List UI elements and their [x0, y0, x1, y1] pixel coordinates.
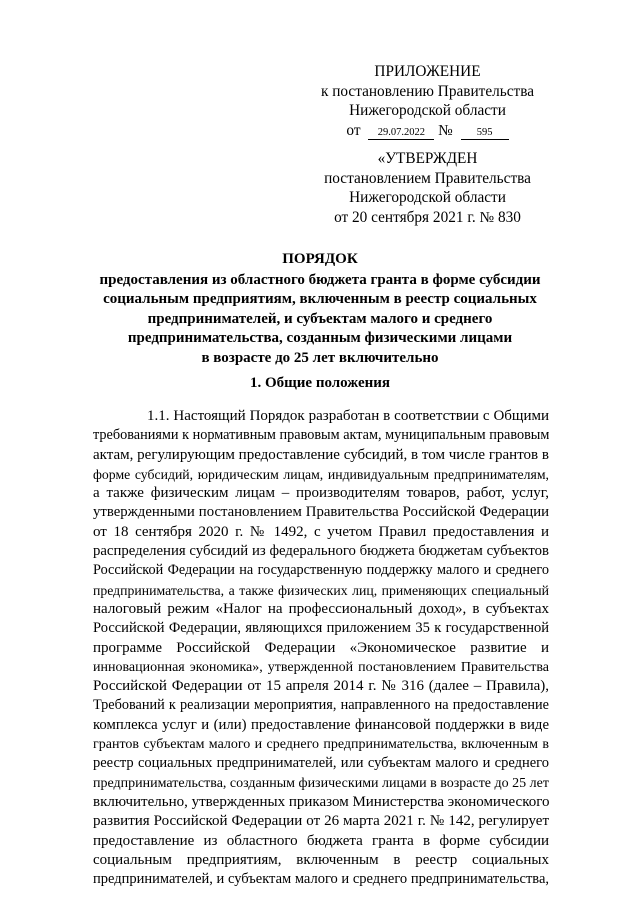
paragraph-line: грантов субъектам малого и среднего предпринимательства, включенным в — [93, 737, 549, 753]
paragraph-line: предпринимательства, созданным физическими лицами в возрасте до 25 лет — [93, 775, 549, 791]
paragraph-line: программе Российской Федерации «Экономическое развитие и — [93, 639, 549, 656]
document-subtitle-line: социальным предприятиям, включенным в реестр социальных — [103, 291, 537, 307]
approved-block — [300, 149, 555, 227]
paragraph-line: Требований к реализации мероприятия, направленного на предоставление — [93, 697, 549, 714]
resolution-number: 595 — [461, 126, 509, 140]
document-title: ПОРЯДОК — [282, 251, 358, 267]
appendix-heading: ПРИЛОЖЕНИЕ — [374, 63, 481, 80]
document-subtitle-line: предоставления из областного бюджета гранта в форме субсидии — [99, 271, 541, 288]
appendix-line-resolution: к постановлению Правительства — [320, 82, 535, 100]
paragraph-line: требованиями к нормативным правовым актам, муниципальным правовым — [93, 427, 549, 444]
paragraph-line: 1.1. Настоящий Порядок разработан в соответствии с Общими — [147, 408, 549, 424]
paragraph-line: развития Российской Федерации от 26 марта 2021 г. № 142, регулирует — [93, 813, 549, 830]
appendix-line-region: Нижегородской области — [349, 102, 506, 119]
paragraph-line: предоставление из областного бюджета гранта в форме субсидии — [93, 832, 549, 849]
appendix-block — [300, 62, 555, 140]
approved-line-date: от 20 сентября 2021 г. № 830 — [334, 208, 521, 226]
paragraph-line: Российской Федерации, являющихся приложением 35 к государственной — [93, 620, 549, 637]
document-subtitle-line: предпринимателей, и субъектам малого и среднего — [147, 310, 493, 327]
approved-line-resolution: постановлением Правительства — [324, 169, 531, 187]
document-subtitle-line: предпринимательства, созданным физическими лицами — [127, 330, 513, 346]
paragraph-line: распределения субсидий из федерального бюджета бюджетам субъектов — [93, 543, 549, 560]
approved-heading: «УТВЕРЖДЕН — [377, 150, 478, 167]
paragraph-line: предпринимателей, и субъектам малого и среднего предпринимательства, — [93, 871, 549, 888]
paragraph-1-1 — [93, 407, 549, 889]
paragraph-line: социальным предприятиям, включенным в реестр социальных — [93, 851, 549, 868]
paragraph-line: реестр социальных предпринимателей, или субъектам малого и среднего — [93, 755, 549, 772]
paragraph-line: Российской Федерации на государственную поддержку малого и среднего — [93, 562, 549, 579]
paragraph-line: а также физическим лицам – производителям товаров, работ, услуг, — [93, 485, 549, 502]
approved-line-region: Нижегородской области — [349, 189, 506, 206]
paragraph-line: Российской Федерации от 15 апреля 2014 г. № 316 (далее – Правила), — [93, 678, 549, 695]
paragraph-line: форме субсидий, юридическим лицам, индивидуальным предпринимателям, — [93, 466, 549, 482]
paragraph-line: включительно, утвержденных приказом Министерства экономического — [93, 793, 549, 810]
paragraph-line: от 18 сентября 2020 г. № 1492, с учетом Правил предоставления и — [93, 523, 549, 540]
paragraph-line: налоговый режим «Налог на профессиональный доход», в субъектах — [93, 600, 549, 617]
from-label: от — [346, 121, 361, 139]
paragraph-line: предпринимательства, а также физических лиц, применяющих специальный — [93, 582, 549, 598]
paragraph-line: инновационная экономика», утвержденной постановлением Правительства — [93, 659, 549, 675]
paragraph-line: утвержденными постановлением Правительства Российской Федерации — [93, 504, 549, 521]
section-heading: 1. Общие положения — [249, 375, 391, 391]
document-subtitle-line: в возрасте до 25 лет включительно — [201, 349, 439, 366]
paragraph-line: актам, регулирующим предоставление субсидий, в том числе грантов в — [93, 446, 549, 463]
number-label: № — [438, 121, 453, 139]
paragraph-line: комплекса услуг и (или) предоставление финансовой поддержки в виде — [93, 716, 549, 733]
appendix-date-line — [300, 121, 555, 141]
document-title-block — [92, 250, 548, 368]
resolution-date: 29.07.2022 — [368, 126, 434, 140]
